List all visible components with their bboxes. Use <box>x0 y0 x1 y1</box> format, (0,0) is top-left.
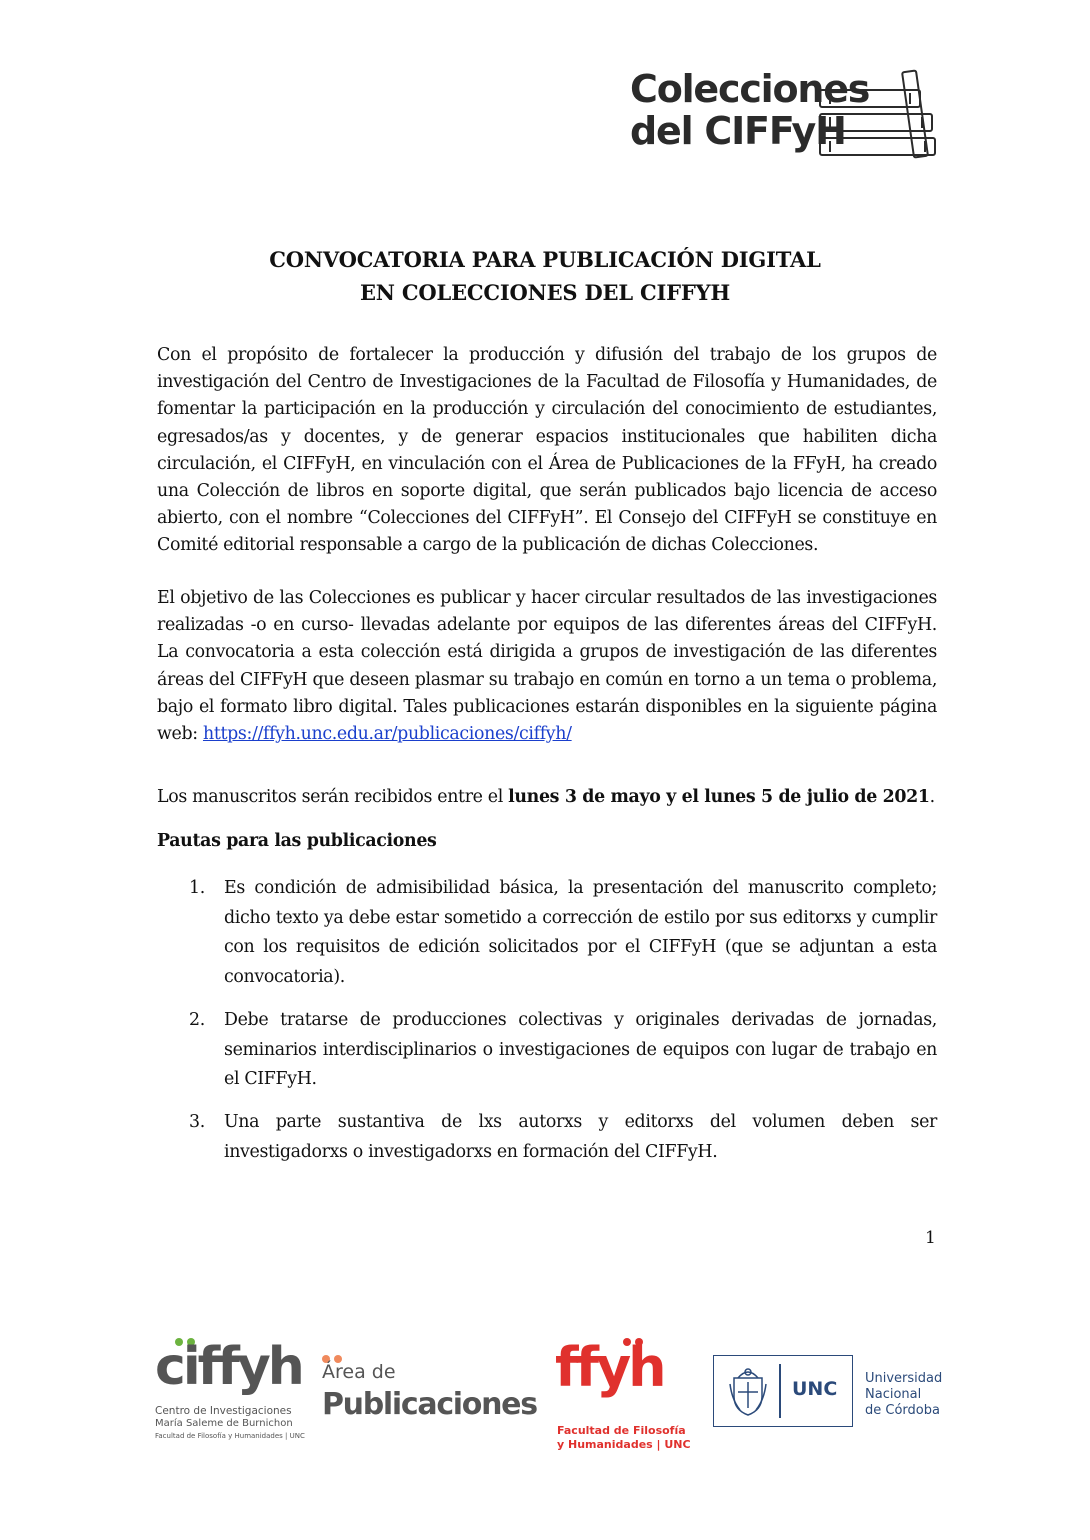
unc-separator <box>779 1364 781 1418</box>
colecciones-logo <box>630 68 950 173</box>
university-shield-icon <box>728 1364 768 1418</box>
dates-prefix: Los manuscritos serán recibidos entre el <box>157 787 509 807</box>
list-item-text: Debe tratarse de producciones colectivas y originales derivadas de jornadas, seminarios interdisciplinarios o investigaciones de equipos con lugar de trabajo en el CIFFyH. <box>224 1010 937 1089</box>
publications-link[interactable]: https://ffyh.unc.edu.ar/publicaciones/ciffyh/ <box>202 724 572 745</box>
page-number: 1 <box>925 1228 936 1248</box>
title-line-2: EN COLECCIONES DEL CIFFYH <box>360 280 730 305</box>
unc-line-2: Nacional <box>865 1387 922 1402</box>
logo-line-1: Colecciones <box>630 67 870 111</box>
area-publicaciones-logo <box>322 1325 542 1465</box>
ffyh-logo <box>555 1325 691 1465</box>
area-line-2: Publicaciones <box>322 1387 537 1422</box>
objective-paragraph <box>157 585 937 748</box>
unc-line-3: de Córdoba <box>865 1403 940 1418</box>
unc-line-1: Universidad <box>865 1371 943 1386</box>
unc-logo <box>713 1325 943 1465</box>
logo-line-2: del CIFFyH <box>630 109 846 153</box>
unc-abbreviation: UNC <box>792 1378 838 1400</box>
ciffyh-wordmark: ciffyh <box>155 1337 302 1397</box>
ciffyh-line-3: Facultad de Filosofía y Humanidades | UNC <box>155 1432 305 1440</box>
area-line-1: Área de <box>322 1361 396 1383</box>
list-item-number: 1. <box>189 878 205 898</box>
ciffyh-logo <box>155 1325 305 1465</box>
list-item-text: Es condición de admisibilidad básica, la presentación del manuscrito completo; dicho texto ya debe estar sometido a corrección de estilo por sus editorxs y cumplir con los requisitos de edición solicitados por el CIFFyH (que se adjuntan a esta convocatoria). <box>224 878 937 987</box>
list-item-text: Una parte sustantiva de lxs autorxs y editorxs del volumen deben ser investigadorxs o investigadorxs en formación del CIFFyH. <box>224 1112 937 1162</box>
ffyh-line-1: Facultad de Filosofía <box>557 1424 686 1437</box>
document-title <box>150 243 940 309</box>
unc-badge <box>713 1355 853 1427</box>
guidelines-heading: Pautas para las publicaciones <box>157 831 437 851</box>
dates-suffix: . <box>929 787 935 807</box>
list-item-number: 3. <box>189 1112 205 1132</box>
ciffyh-line-2: María Saleme de Burnichon <box>155 1418 293 1429</box>
intro-paragraph: Con el propósito de fortalecer la producción y difusión del trabajo de los grupos de investigación del Centro de Investigaciones de la Facultad de Filosofía y Humanidades, de fomentar la participación en la producción y circulación del conocimiento de estudiantes, egresados/as y docentes, y de generar espacios institucionales que habiliten dicha circulación, el CIFFyH, en vinculación con el Área de Publicaciones de la FFyH, ha creado una Colección de libros en soporte digital, que serán publicados bajo licencia de acceso abierto, con el nombre “Colecciones del CIFFyH”. El Consejo del CIFFyH se constituye en Comité editorial responsable a cargo de la publicación de dichas Colecciones. <box>157 345 937 556</box>
objective-text: El objetivo de las Colecciones es publicar y hacer circular resultados de las investigaciones realizadas -o en curso- llevadas adelante por equipos de las diferentes áreas del CIFFyH. La convocatoria a esta colección está dirigida a grupos de investigación de las diferentes áreas del CIFFyH que deseen plasmar su trabajo en común en torno a un tema o problema, bajo el formato libro digital. Tales publicaciones estarán disponibles en la siguiente página web: <box>157 588 937 745</box>
ciffyh-line-1: Centro de Investigaciones <box>155 1405 292 1417</box>
ffyh-line-2: y Humanidades | UNC <box>557 1438 691 1451</box>
dates-range: lunes 3 de mayo y el lunes 5 de julio de 2021 <box>508 787 930 807</box>
title-line-1: CONVOCATORIA PARA PUBLICACIÓN DIGITAL <box>269 247 821 272</box>
books-icon <box>790 68 950 168</box>
ffyh-wordmark: ffyh <box>555 1336 664 1399</box>
dates-paragraph <box>157 784 937 811</box>
list-item-number: 2. <box>189 1010 205 1030</box>
